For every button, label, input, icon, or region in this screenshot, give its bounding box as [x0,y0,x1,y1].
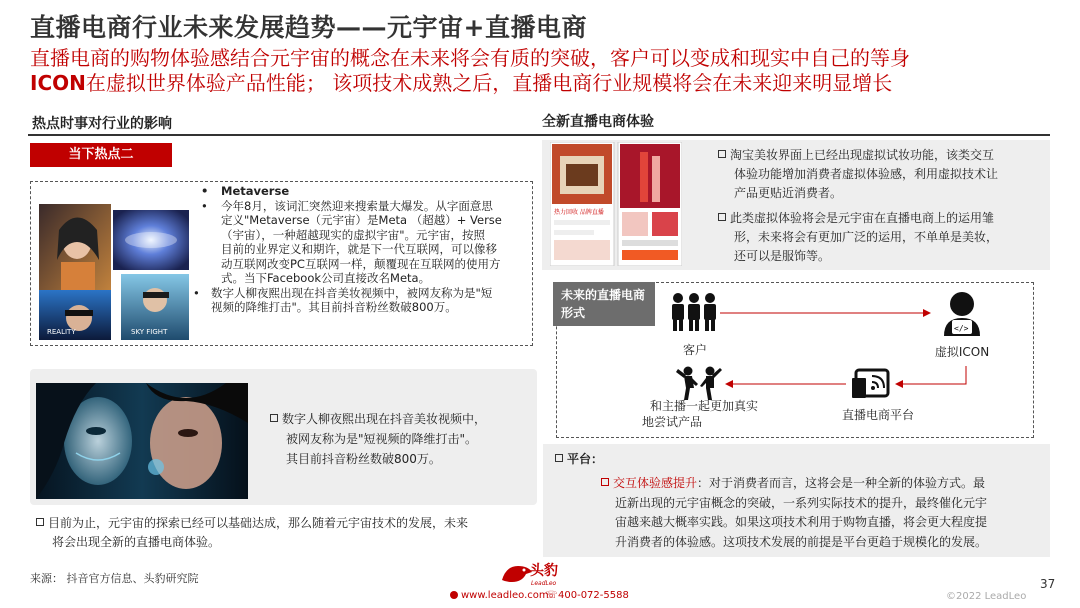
virtual-avatar-icon [942,290,982,338]
checkbox-bullet-icon [270,414,278,422]
platform-line: 近新出现的元宇宙概念的突破，一系列实际技术的提升，最终催化元宇 [615,495,988,510]
metaverse-box [30,181,533,346]
jump-together-icon [676,366,722,402]
digital-human-card [30,369,537,505]
platform-line: 宙越来越大概率实践。如果这项技术利用于购物直播，将会更大程度提 [615,515,988,529]
metaverse-line: 动互联网改变PC互联网一样，颠覆现在互联网的使用方 [221,256,501,271]
card-line-text: 数字人柳夜熙出现在抖音美妆视频中， [282,412,487,426]
metaverse-line: （宇宙），一种超越现实的虚拟宇宙"。元宇宙，按照 [221,227,486,242]
digital-line: 视频的降维打击"。其目前抖音粉丝数破800万。 [211,300,457,314]
subtitle-rest: 在虚拟世界体验产品性能； 该项技术成熟之后，直播电商行业规模将会在未来迎来明显增长 [85,71,893,95]
leadleo-logo-icon [500,562,534,586]
avatar-label: 虚拟ICON [934,345,990,359]
right-section-divider [538,134,1050,136]
poster-text-reality: REALITY [47,328,76,336]
icon-keyword: ICON [30,71,86,95]
metaverse-line: 今年8月，该词汇突然迎来搜索量大爆发。从字面意思 [221,198,493,213]
platform-line [601,474,1041,494]
experience-line: 和主播一起更加真实 [649,399,758,413]
platform-label: 直播电商平台 [841,408,914,422]
live-platform-icon [852,366,892,400]
red-checkbox-bullet-icon [601,478,609,486]
card-line: 被网友称为是"短视频的降维打击"。 [286,432,478,446]
metaverse-title-text: Metaverse [221,184,290,198]
customers-group-icon [668,292,720,332]
hotspot-tag: 当下热点二 [30,143,172,167]
conclusion-line-text: 目前为止，元宇宙的探索已经可以基础达成，那么随着元宇宙技术的发展，未来 [48,516,469,530]
website-link[interactable]: www.leadleo.com [461,590,549,601]
platform-line-text: ：对于消费者而言，这将会是一种全新的体验方式。最 [697,476,986,490]
source-note: 来源： 抖音官方信息、头豹研究院 [30,572,199,585]
logo-en: LeadLeo [531,580,557,587]
makeup-line: 产品更贴近消费者。 [734,186,843,200]
makeup-line: 体验功能增加消费者虚拟体验感，利用虚拟技术让 [734,167,999,181]
makeup-line [718,209,1048,228]
copyright: ©2022 LeadLeo [946,591,1027,602]
platform-text [601,474,1041,552]
phone-number: 400-072-5588 [558,590,629,601]
metaverse-line: 目前的业界定义和期许，就是下一代互联网，可以像移 [221,242,497,256]
platform-heading [555,450,603,469]
bullet-dot-icon: • [201,184,209,198]
flow-tag: 未来的直播电商形式 [553,282,655,326]
page-subtitle-line1: 直播电商的购物体验感结合元宇宙的概念在未来将会有质的突破，客户可以变成和现实中自己的等身 [30,46,910,70]
metaverse-line: 定义"Metaverse（元宇宙）是Meta （超越）+ Verse [221,213,502,227]
taobao-phone-screens [550,142,682,266]
bullet-dot-icon: • [201,198,208,213]
metaverse-collage-image [39,200,189,340]
page-title: 直播电商行业未来发展趋势——元宇宙+直播电商 [30,13,587,42]
page-number: 37 [1040,577,1056,591]
svg-text:</>: </> [954,324,969,333]
makeup-line [718,146,1048,165]
card-line: 其目前抖音粉丝数破800万。 [286,452,441,466]
virtual-makeup-panel [542,140,1050,270]
virtual-makeup-text [718,146,1048,266]
phone-icon: ☏ [545,590,558,601]
digital-human-desc [193,285,529,315]
checkbox-bullet-icon [718,213,726,221]
experience-line: 地尝试产品 [642,415,703,429]
platform-panel [543,444,1050,557]
logo-cn: 头豹 [530,563,558,579]
experience-label [636,398,772,430]
phone-caption: 热力回收 品牌直播 [554,209,604,216]
makeup-line-text: 淘宝美妆界面上已经出现虚拟试妆功能，该类交互 [730,148,995,162]
metaverse-text [193,184,529,315]
conclusion-line [36,514,536,533]
card-text [270,409,530,469]
metaverse-title [199,184,529,199]
digital-human-photo [36,383,248,499]
makeup-line-text: 此类虚拟体验将会是元宇宙在直播电商上的运用雏 [730,211,995,225]
conclusion-block [36,514,536,552]
right-section-heading: 全新直播电商体验 [542,114,654,130]
platform-heading-text: 平台： [567,452,604,466]
web-icon [450,591,458,599]
left-section-heading: 热点时事对行业的影响 [32,116,172,132]
checkbox-bullet-icon [36,518,44,526]
platform-line: 升消费者的体验感。这项技术发展的前提是平台更趋于规模化的发展。 [615,534,988,549]
checkbox-bullet-icon [555,454,563,462]
checkbox-bullet-icon [718,150,726,158]
conclusion-line: 将会出现全新的直播电商体验。 [52,535,221,549]
digital-line: 数字人柳夜熙出现在抖音美妆视频中，被网友称为是"短 [211,285,493,300]
makeup-line: 还可以是服饰等。 [734,249,831,263]
card-line [270,409,530,429]
makeup-line: 形，未来将会有更加广泛的运用，不单单是美妆， [734,230,999,244]
customer-label: 客户 [682,343,707,357]
left-section-divider [28,134,538,136]
metaverse-line: 式。当下Facebook公司直接改名Meta。 [221,271,431,285]
page-subtitle-line2 [30,67,892,96]
poster-text-skyfight: SKY FIGHT [131,328,168,336]
bullet-dot-icon: • [193,285,200,300]
platform-highlight: 交互体验感提升 [613,476,698,490]
metaverse-desc [199,199,529,286]
